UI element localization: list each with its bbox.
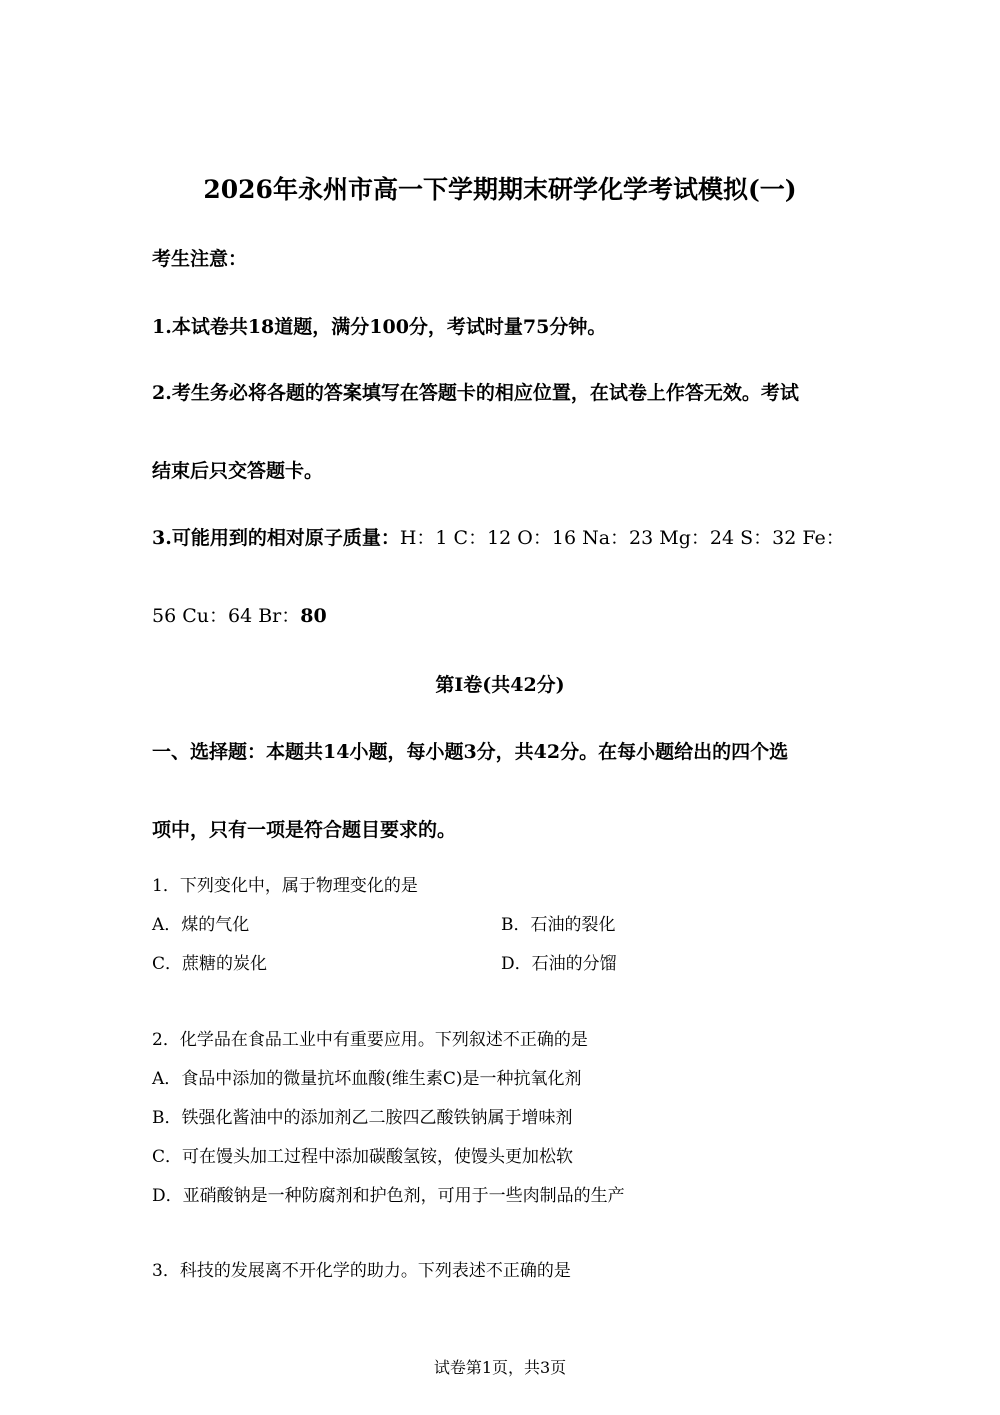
note-1: 1.本试卷共18道题，满分100分，考试时量75分钟。: [152, 316, 607, 338]
question-2-option-b: B．铁强化酱油中的添加剂乙二胺四乙酸铁钠属于增味剂: [152, 1108, 573, 1128]
section-title: 第Ⅰ卷(共42分): [435, 674, 565, 696]
note-3-continued: [152, 601, 327, 628]
part1-instructions: 一、选择题：本题共14小题，每小题3分，共42分。在每小题给出的四个选: [152, 741, 789, 763]
question-2-option-a: A．食品中添加的微量抗坏血酸(维生素C)是一种抗氧化剂: [152, 1069, 582, 1089]
atomic-masses-line2: 56 Cu：64 Br：: [152, 605, 301, 627]
question-2-stem: 2．化学品在食品工业中有重要应用。下列叙述不正确的是: [152, 1030, 588, 1050]
exam-title: 2026年永州市高一下学期期末研学化学考试模拟(一): [203, 175, 797, 204]
note-2-continued: 结束后只交答题卡。: [152, 460, 324, 482]
question-2-option-d: D．亚硝酸钠是一种防腐剂和护色剂，可用于一些肉制品的生产: [152, 1186, 625, 1206]
page-footer: 试卷第1页，共3页: [433, 1358, 567, 1377]
notice-heading: 考生注意：: [152, 248, 248, 270]
question-3-stem: 3．科技的发展离不开化学的助力。下列表述不正确的是: [152, 1261, 571, 1281]
part1-instructions-continued: 项中，只有一项是符合题目要求的。: [152, 819, 457, 841]
atomic-masses-line1: H：1 C：12 O：16 Na：23 Mg：24 S：32 Fe：: [399, 527, 845, 549]
question-1-stem: 1．下列变化中，属于物理变化的是: [152, 876, 418, 896]
question-1-option-d: D．石油的分馏: [501, 954, 617, 974]
atomic-mass-br: 80: [300, 605, 327, 627]
question-1-option-c: C．蔗糖的炭化: [152, 954, 268, 974]
question-2-option-c: C．可在馒头加工过程中添加碳酸氢铵，使馒头更加松软: [152, 1147, 574, 1167]
note-2: 2.考生务必将各题的答案填写在答题卡的相应位置，在试卷上作答无效。考试: [152, 382, 799, 404]
note-3: [152, 523, 845, 550]
question-1-option-a: A．煤的气化: [152, 915, 250, 935]
question-1-option-b: B．石油的裂化: [501, 915, 616, 935]
note-3-label: 3.可能用到的相对原子质量：: [152, 527, 400, 549]
